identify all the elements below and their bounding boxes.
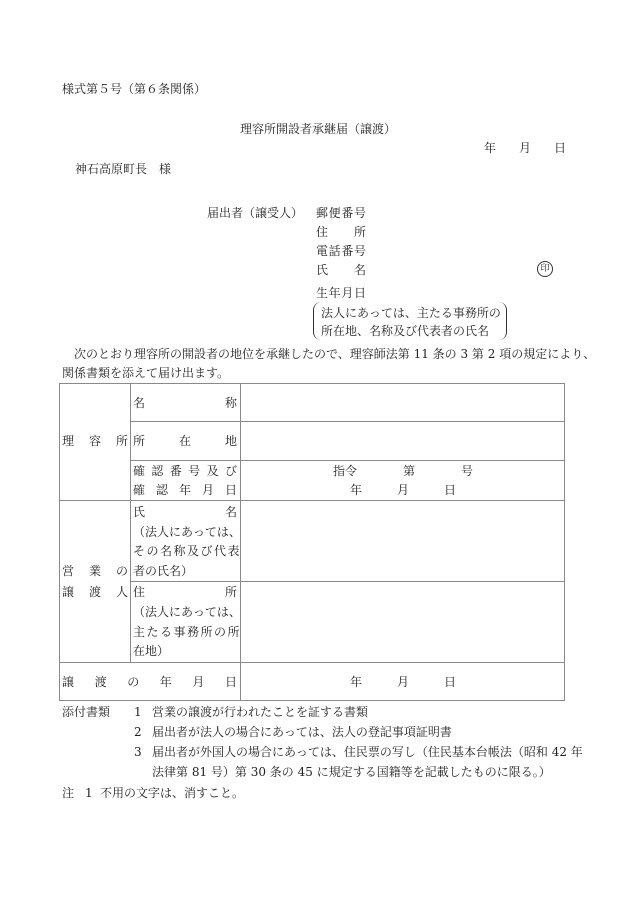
field-name <box>316 263 366 277</box>
transferor-address-sub-1: （法人にあっては、 <box>133 605 241 619</box>
confirmation-date-value[interactable] <box>350 480 456 500</box>
row-label-confirmation-number <box>133 461 237 481</box>
char: 氏 <box>316 263 329 277</box>
note-label: 注 <box>62 786 75 800</box>
char: 所 <box>224 585 237 599</box>
char: 日 <box>224 675 237 689</box>
addressee: 神石高原町長 様 <box>75 162 172 176</box>
field-postal-code <box>316 206 366 220</box>
char: 便 <box>328 206 341 220</box>
salon-name-input[interactable] <box>242 384 563 421</box>
row-label-transfer-date <box>62 672 237 692</box>
field-phone <box>316 244 366 258</box>
char: 住 <box>316 225 329 239</box>
row-label-transferor-name <box>133 502 237 522</box>
attachment-num-1: 1 <box>134 705 142 719</box>
char: 名 <box>133 396 146 410</box>
char: の <box>115 564 128 578</box>
section-salon-label <box>62 431 128 451</box>
field-birthdate <box>316 286 366 300</box>
char: 日 <box>224 483 237 497</box>
field-address <box>316 225 366 239</box>
char: 渡 <box>94 675 107 689</box>
page-title: 理容所開設者承継届（譲渡） <box>240 122 397 136</box>
transferor-address-sub-2: 主たる事務所の所 <box>133 625 242 639</box>
text: 日 <box>443 483 456 497</box>
char: の <box>127 675 140 689</box>
attachment-text-1: 営業の譲渡が行われたことを証する書類 <box>152 705 369 719</box>
char: 地 <box>224 434 237 448</box>
date-year: 年 <box>484 141 497 155</box>
text: 第 <box>402 464 415 478</box>
row-label-transferor-address <box>133 582 237 602</box>
char: 年 <box>159 675 172 689</box>
char: 在 <box>178 434 191 448</box>
char: 氏 <box>133 505 146 519</box>
char: 年 <box>178 483 191 497</box>
text: 年 <box>350 483 363 497</box>
text: 日 <box>443 675 456 689</box>
transferor-name-input[interactable] <box>242 501 563 581</box>
body-text-line2: 関係書類を添えて届け出ます。 <box>62 366 230 380</box>
note-text: 不用の文字は、消すこと。 <box>100 786 245 800</box>
char: 所 <box>133 434 146 448</box>
char: 郵 <box>316 206 329 220</box>
char: 月 <box>201 483 214 497</box>
transfer-date-value[interactable] <box>350 672 456 692</box>
char: 電 <box>316 244 329 258</box>
char: 号 <box>353 206 366 220</box>
char: 容 <box>88 434 101 448</box>
row-label-name <box>133 393 237 413</box>
seal-icon: 印 <box>537 261 553 277</box>
corporate-note-line2: 所在地、名称及び代表者の氏名 <box>321 324 490 338</box>
char: 確 <box>133 483 146 497</box>
text: 号 <box>460 464 473 478</box>
form-number: 様式第５号（第６条関係） <box>62 82 207 96</box>
char: 人 <box>115 585 128 599</box>
table-border-bottom <box>59 700 565 701</box>
transferor-name-sub-1: （法人にあっては、 <box>133 525 241 539</box>
char: 認 <box>151 464 164 478</box>
char: 譲 <box>62 585 75 599</box>
char: 年 <box>328 286 341 300</box>
date-day: 日 <box>553 141 566 155</box>
row-label-location <box>133 431 237 451</box>
table-col-divider-1 <box>130 383 131 662</box>
transferor-name-sub-2: その名称及び代表 <box>133 544 242 558</box>
char: 月 <box>341 286 354 300</box>
corporate-note-line1: 法人にあっては、主たる事務所の <box>321 306 501 320</box>
confirmation-number-value[interactable] <box>333 461 473 481</box>
attachment-text-2: 届出者が法人の場合にあっては、法人の登記事項証明書 <box>152 725 452 739</box>
char: 名 <box>224 505 237 519</box>
transferor-address-input[interactable] <box>242 582 563 662</box>
transferor-name-sub-3: 者の氏名） <box>133 564 194 578</box>
text: 年 <box>350 675 363 689</box>
attachments-label: 添付書類 <box>62 705 111 719</box>
char: 営 <box>62 564 75 578</box>
text: 月 <box>396 675 409 689</box>
attachment-num-2: 2 <box>134 725 142 739</box>
char: 日 <box>353 286 366 300</box>
char: 業 <box>88 564 101 578</box>
text: 月 <box>396 483 409 497</box>
char: 号 <box>188 464 201 478</box>
char: 番 <box>169 464 182 478</box>
char: 話 <box>328 244 341 258</box>
section-transferor-label-line2 <box>62 582 128 602</box>
attachment-num-3: 3 <box>134 745 142 759</box>
char: 番 <box>341 206 354 220</box>
char: 所 <box>353 225 366 239</box>
char: 及 <box>206 464 219 478</box>
char: 名 <box>353 263 366 277</box>
char: び <box>224 464 237 478</box>
char: 譲 <box>62 675 75 689</box>
note-num: 1 <box>85 786 93 800</box>
char: 称 <box>224 396 237 410</box>
char: 番 <box>341 244 354 258</box>
char: 確 <box>133 464 146 478</box>
char: 生 <box>316 286 329 300</box>
section-transferor-label-line1 <box>62 561 128 581</box>
submission-date <box>484 141 566 155</box>
char: 理 <box>62 434 75 448</box>
table-row-divider <box>59 662 565 663</box>
char: 号 <box>353 244 366 258</box>
char: 認 <box>155 483 168 497</box>
body-text-line1: 次のとおり理容所の開設者の地位を承継したので、理容師法第 11 条の 3 第 2 項の規定により、 <box>74 347 596 361</box>
date-month: 月 <box>518 141 531 155</box>
corporate-note <box>313 302 507 340</box>
transferor-address-sub-3: 在地） <box>133 644 170 658</box>
applicant-label: 届出者（譲受人） <box>207 206 304 220</box>
char: 所 <box>115 434 128 448</box>
char: 渡 <box>88 585 101 599</box>
table-border-right <box>564 383 565 701</box>
char: 住 <box>133 585 146 599</box>
char: 月 <box>192 675 205 689</box>
table-border-left <box>59 383 60 701</box>
attachment-text-3: 届出者が外国人の場合にあっては、住民票の写し（住民基本台帳法（昭和 42 年 <box>152 745 583 759</box>
salon-location-input[interactable] <box>242 422 563 460</box>
text: 指令 <box>333 464 358 478</box>
row-label-confirmation-date <box>133 480 237 500</box>
attachment-text-3-cont: 法律第 81 号）第 30 条の 45 に規定する国籍等を記載したものに限る。） <box>152 765 551 779</box>
